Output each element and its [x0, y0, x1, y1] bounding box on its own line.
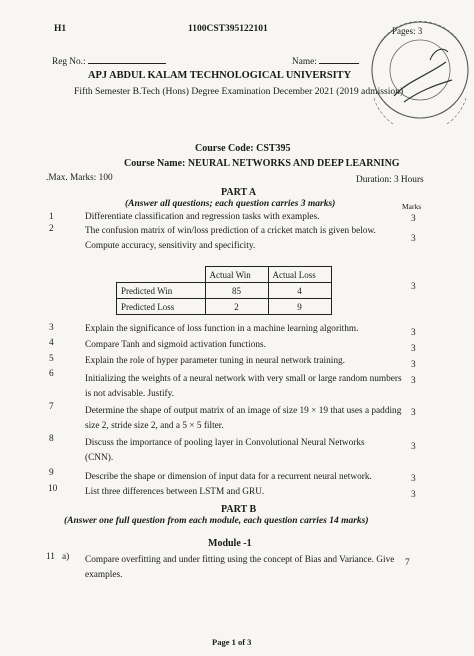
name-label: Name: [292, 57, 359, 67]
question-text: Determine the shape of output matrix of an image of size 19 × 19 that uses a padding size 2, stride size 2, and a 5 × 5 filter. [85, 406, 402, 431]
question-marks: 3 [411, 234, 416, 244]
question-marks: 3 [411, 282, 416, 292]
page-number: Page 1 of 3 [212, 637, 252, 647]
course-code: Course Code: CST395 [195, 143, 291, 154]
question-number: 5 [49, 354, 54, 364]
question-number: 6 [49, 369, 54, 379]
question-marks: 3 [411, 490, 416, 500]
question-marks: 3 [411, 360, 416, 370]
question-text: Explain the significance of loss function in a machine learning algorithm. [85, 324, 359, 334]
table-cell: 4 [268, 283, 331, 299]
question-number: 11 [46, 552, 55, 562]
question-marks: 3 [411, 328, 416, 338]
question-marks: 3 [411, 474, 416, 484]
reg-no-label: Reg No.: [52, 57, 166, 67]
question-marks: 3 [411, 442, 416, 452]
exam-title: Fifth Semester B.Tech (Hons) Degree Examination December 2021 (2019 admission) [74, 86, 404, 97]
paper-id: 1100CST395122101 [188, 24, 268, 34]
university-name: APJ ABDUL KALAM TECHNOLOGICAL UNIVERSITY [88, 70, 352, 81]
part-a-instruction: (Answer all questions; each question carries 3 marks) [125, 199, 336, 209]
question-number: 3 [49, 323, 54, 333]
question-marks: 3 [411, 376, 416, 386]
marks-header: Marks [402, 202, 422, 211]
table-cell: 85 [205, 283, 268, 299]
paper-code-left: H1 [54, 24, 67, 34]
question-text: Describe the shape or dimension of input data for a recurrent neural network. [85, 472, 372, 482]
duration: Duration: 3 Hours [356, 175, 424, 185]
table-cell: 2 [205, 299, 268, 315]
table-cell: 9 [268, 299, 331, 315]
question-number: 10 [48, 484, 58, 494]
question-marks: 3 [411, 408, 416, 418]
course-name: Course Name: NEURAL NETWORKS AND DEEP LEARNING [124, 158, 400, 169]
question-number: 8 [49, 434, 54, 444]
table-cell: Predicted Win [117, 283, 206, 299]
question-text: Initializing the weights of a neural network with very small or large random numbers is not advisable. Justify. [85, 374, 402, 399]
question-marks: 7 [405, 558, 410, 568]
confusion-matrix-table [116, 266, 332, 315]
table-header-cell: Actual Loss [268, 267, 331, 283]
part-b-title: PART B [221, 504, 257, 515]
module-heading: Module -1 [208, 538, 252, 549]
college-stamp [334, 6, 470, 124]
part-a-title: PART A [221, 187, 257, 198]
question-text: Differentiate classification and regression tasks with examples. [85, 212, 320, 222]
question-number: 4 [49, 338, 54, 348]
table-header-cell: Actual Win [205, 267, 268, 283]
table-header-cell [117, 267, 206, 283]
question-text: List three differences between LSTM and GRU. [85, 487, 265, 497]
question-number: 1 [49, 212, 54, 222]
question-marks: 3 [411, 214, 416, 224]
question-number: 9 [49, 468, 54, 478]
question-text: Explain the role of hyper parameter tuning in neural network training. [85, 356, 345, 366]
question-text: The confusion matrix of win/loss prediction of a cricket match is given below. Compute accuracy, sensitivity and specificity. [85, 226, 376, 251]
part-b-instruction: (Answer one full question from each module, each question carries 14 marks) [64, 516, 369, 526]
question-text: Compare overfitting and under fitting using the concept of Bias and Variance. Give examples. [85, 555, 395, 580]
table-row [117, 283, 332, 299]
pages-label: Pages: 3 [392, 26, 423, 36]
table-cell: Predicted Loss [117, 299, 206, 315]
max-marks: .Max. Marks: 100 [46, 173, 113, 183]
question-text: Discuss the importance of pooling layer in Convolutional Neural Networks (CNN). [85, 438, 365, 463]
question-number: 7 [49, 402, 54, 412]
question-number: 2 [49, 224, 54, 234]
table-row [117, 299, 332, 315]
question-text: Compare Tanh and sigmoid activation functions. [85, 340, 266, 350]
question-subpart: a) [62, 552, 70, 562]
question-marks: 3 [411, 344, 416, 354]
